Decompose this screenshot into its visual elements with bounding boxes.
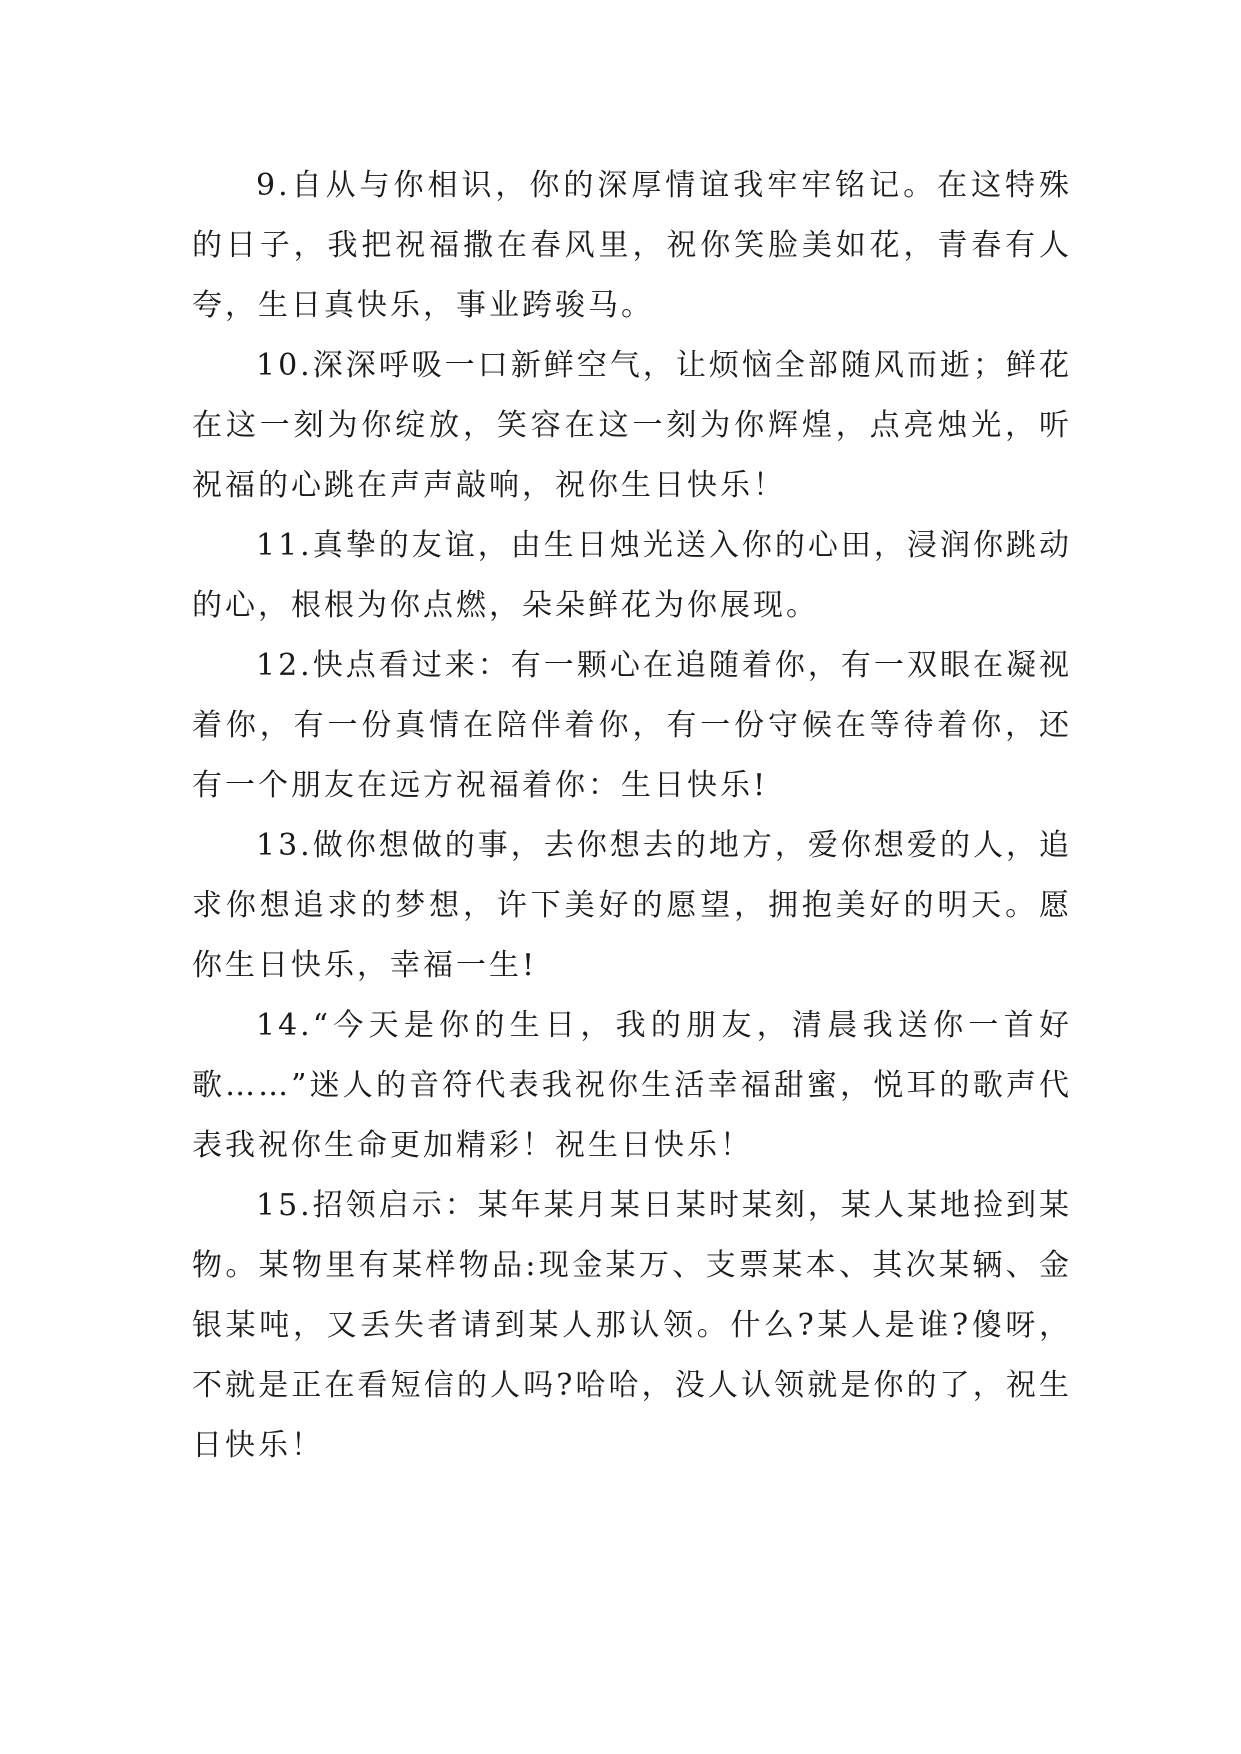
paragraph-15: 15.招领启示：某年某月某日某时某刻，某人某地捡到某物。某物里有某样物品:现金某万、支票某本、其次某辆、金银某吨，又丢失者请到某人那认领。什么?某人是谁?傻呀，不就是正在看短信的人吗?哈哈，没人认领就是你的了，祝生日快乐！ — [192, 1188, 1072, 1463]
paragraph-12: 12.快点看过来：有一颗心在追随着你，有一双眼在凝视着你，有一份真情在陪伴着你，有一份守候在等待着你，还有一个朋友在远方祝福着你：生日快乐! — [192, 648, 1072, 803]
document-page — [192, 156, 1072, 1476]
paragraph-11: 11.真挚的友谊，由生日烛光送入你的心田，浸润你跳动的心，根根为你点燃，朵朵鲜花为你展现。 — [192, 528, 1072, 623]
paragraph-9: 9.自从与你相识，你的深厚情谊我牢牢铭记。在这特殊的日子，我把祝福撒在春风里，祝你笑脸美如花，青春有人夸，生日真快乐，事业跨骏马。 — [192, 168, 1072, 323]
paragraph-13: 13.做你想做的事，去你想去的地方，爱你想爱的人，追求你想追求的梦想，许下美好的愿望，拥抱美好的明天。愿你生日快乐，幸福一生! — [192, 828, 1072, 983]
paragraph-14: 14.“今天是你的生日，我的朋友，清晨我送你一首好歌……”迷人的音符代表我祝你生活幸福甜蜜，悦耳的歌声代表我祝你生命更加精彩！祝生日快乐！ — [192, 1008, 1072, 1163]
paragraph-10: 10.深深呼吸一口新鲜空气，让烦恼全部随风而逝；鲜花在这一刻为你绽放，笑容在这一刻为你辉煌，点亮烛光，听祝福的心跳在声声敲响，祝你生日快乐！ — [192, 348, 1072, 503]
